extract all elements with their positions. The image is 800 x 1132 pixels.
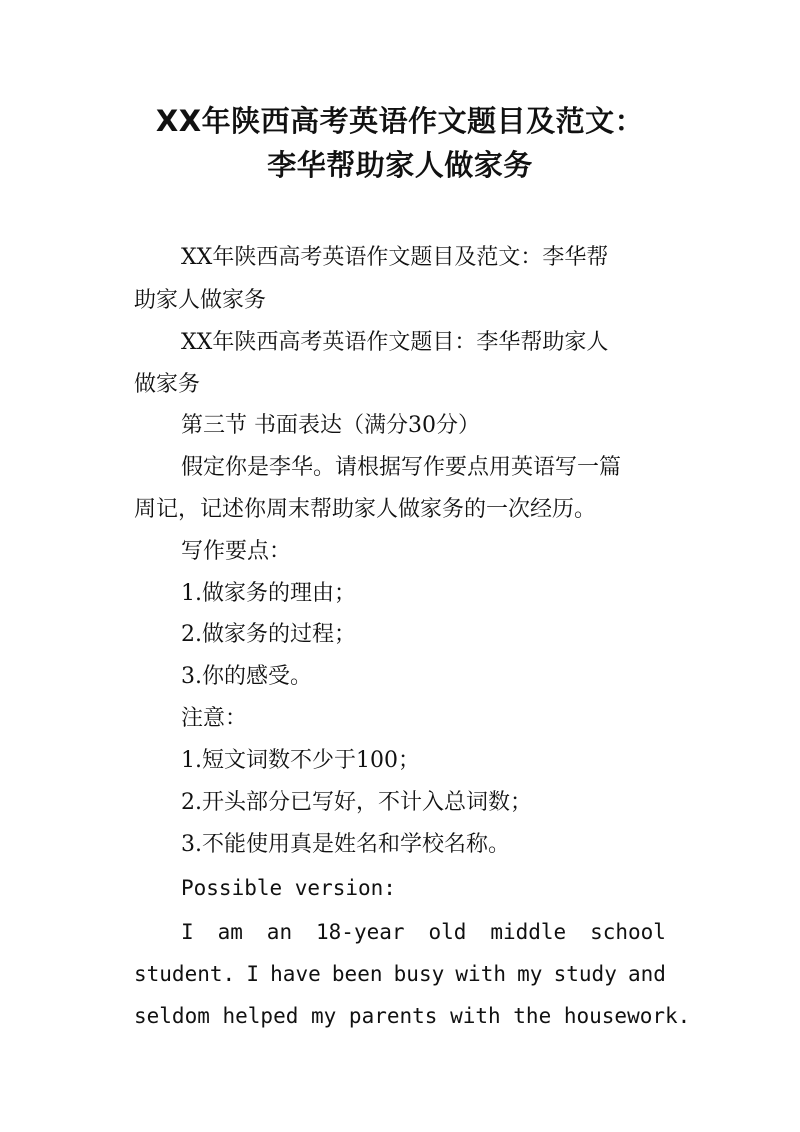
essay-word: old <box>428 920 467 944</box>
essay-word: school <box>590 920 666 944</box>
topic-line-2: 做家务 <box>134 372 201 397</box>
intro-line-2: 助家人做家务 <box>134 288 267 313</box>
possible-version-heading: Possible version: <box>181 876 396 900</box>
essay-word: with <box>455 962 506 986</box>
essay-word: and <box>628 962 666 986</box>
essay-word: been <box>331 962 383 986</box>
essay-line-2 <box>134 959 666 989</box>
essay-word: student. <box>134 962 236 986</box>
document-title-line-2: 李华帮助家人做家务 <box>267 148 533 182</box>
essay-word: I <box>246 962 259 986</box>
intro-line-1: XX年陕西高考英语作文题目及范文：李华帮 <box>181 245 609 270</box>
note-1: 1.短文词数不少于100； <box>181 748 420 773</box>
essay-word: have <box>270 962 321 986</box>
essay-line-1 <box>181 917 666 947</box>
essay-word: middle <box>490 920 567 944</box>
essay-word: am <box>217 920 243 944</box>
essay-word: I <box>181 920 194 944</box>
essay-word: 18-year <box>316 920 405 944</box>
essay-word: an <box>266 920 293 944</box>
topic-line-1: XX年陕西高考英语作文题目：李华帮助家人 <box>181 330 609 355</box>
section-heading: 第三节 书面表达（满分30分） <box>181 413 480 438</box>
writing-point-1: 1.做家务的理由； <box>181 581 356 606</box>
writing-point-3: 3.你的感受。 <box>181 664 312 689</box>
document-title-line-1: XX年陕西高考英语作文题目及范文： <box>155 104 645 138</box>
notes-heading: 注意： <box>181 706 248 731</box>
writing-point-2: 2.做家务的过程； <box>181 622 356 647</box>
essay-word: study <box>553 962 617 986</box>
essay-word: my <box>517 962 543 986</box>
task-line-2: 周记，记述你周末帮助家人做家务的一次经历。 <box>134 497 597 522</box>
essay-word: busy <box>393 962 445 986</box>
note-3: 3.不能使用真是姓名和学校名称。 <box>181 832 510 857</box>
writing-points-heading: 写作要点： <box>181 539 292 564</box>
essay-line-3: seldom helped my parents with the housework. <box>134 1004 691 1028</box>
task-line-1: 假定你是李华。请根据写作要点用英语写一篇 <box>181 455 622 480</box>
note-2: 2.开头部分已写好，不计入总词数； <box>181 790 532 815</box>
